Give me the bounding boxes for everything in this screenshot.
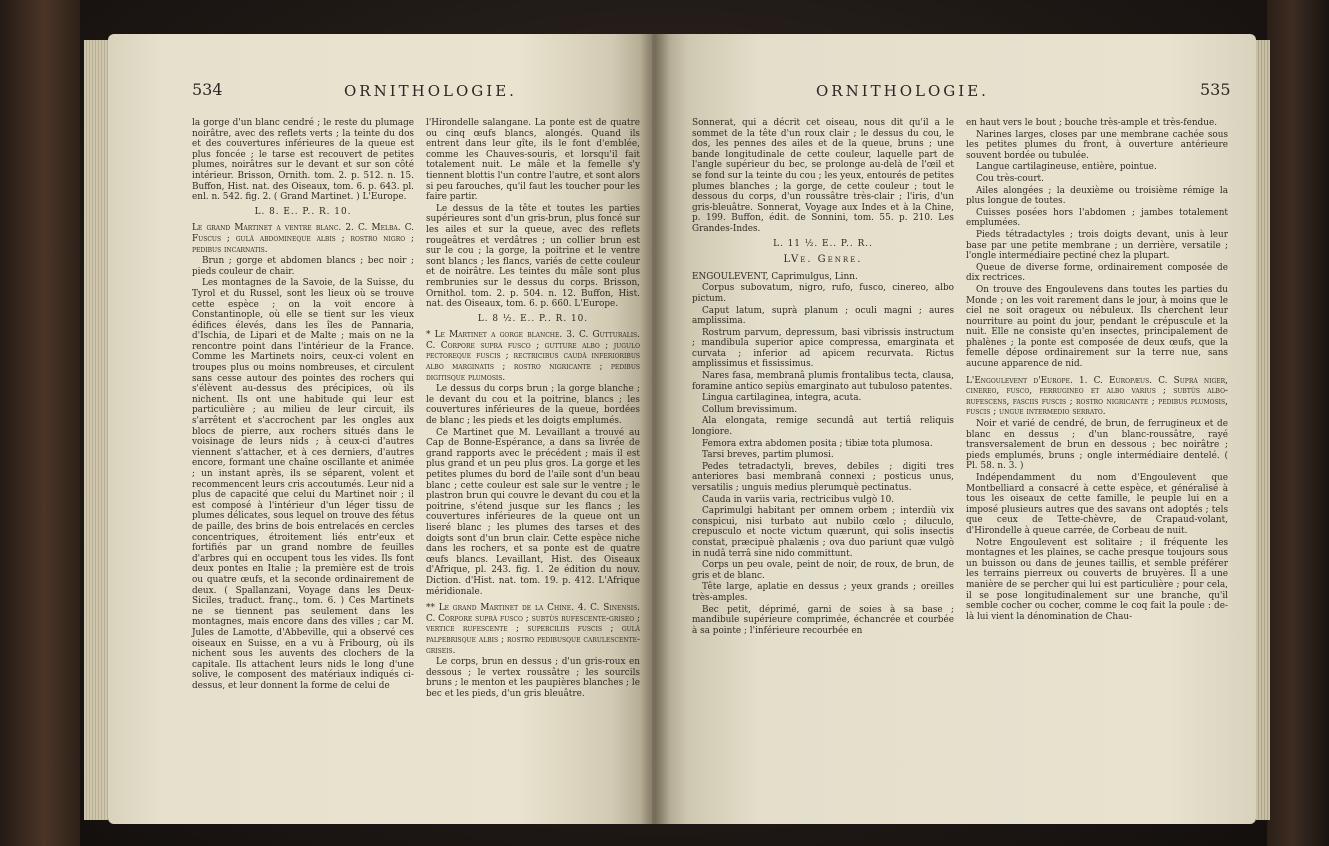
latin-line: Caput latum, suprà planum ; oculi magni ; aures amplissima. (692, 305, 954, 327)
paragraph: Langue cartilagineuse, entière, pointue. (976, 162, 1157, 173)
species-entry: Le grand Martinet a ventre blanc. 2. C. Melba. C. Fuscus ; gulâ abdomineque albis ; rostro nigro ; pedibus incarnatis. (192, 223, 414, 255)
paragraph: Noir et varié de cendré, de brun, de ferrugineux et de blanc en dessus ; d'un blanc-roussâtre, rayé transversalement de brun en dessous ; bec noirâtre ; pieds emplumés, bruns ; ongle intermédiaire dentelé. ( Pl. 58. n. 3. ) (966, 419, 1228, 472)
paragraph: Narines larges, closes par une membrane cachée sous les petites plumes du front, à ouverture antérieure souvent bordée ou tubulée. (966, 129, 1228, 161)
paragraph: Cou très-court. (976, 173, 1044, 184)
book-gutter (640, 34, 670, 824)
book-cover-left (0, 0, 80, 846)
page-number-right: 535 (1200, 80, 1231, 99)
latin-line: Femora extra abdomen posita ; tibiæ tota plumosa. (702, 438, 933, 449)
latin-line: Cauda in variis varia, rectricibus vulgò 10. (702, 494, 895, 505)
paragraph: Le dessus de la tête et toutes les parties supérieures sont d'un gris-brun, plus foncé sur les ailes et sur la queue, avec des reflets rougeâtres et verdâtres ; un collier brun est sur le cou ; la gorge, la poitrine et le ventre sont blancs ; les flancs, variés de cette couleur et de noirâtre. Les teintes du mâle sont plus rembrunies sur le dessus du corps. Brisson, Ornithol. tom. 2. p. 504. n. 12. Buffon, Hist. nat. des Oiseaux, tom. 6. p. 660. L'Europe. (426, 203, 640, 310)
paragraph: Indépendamment du nom d'Engoulevent que Montbelliard a consacré à cette espèce, et généralisé à tous les oiseaux de cette famille, le peuple lui en a imposé plusieurs autres que des savans ont adoptés ; tels que ceux de Tette-chèvre, de Crapaud-volant, d'Hirondelle à queue carrée, de Corbeau de nuit. (966, 473, 1228, 536)
paragraph: Tête large, aplatie en dessus ; yeux grands ; oreilles très-amples. (692, 582, 954, 603)
paragraph: Ce Martinet que M. Levaillant a trouvé au Cap de Bonne-Espérance, a dans sa livrée de grand rapports avec le précédent ; mais il est plus grand et un peu plus gros. La gorge et les petites plumes du bord de l'aile sont d'un beau blanc ; cette couleur est sale sur le ventre ; le plastron brun qui couvre le devant du cou et la poitrine, s'étend jusque sur les flancs ; les couvertures inférieures de la queue ont un liseré blanc ; les plumes des tarses et des doigts sont d'un brun clair. Cette espèce niche dans les rochers, et sa ponte est de quatre œufs blancs. Levaillant, Hist. des Oiseaux d'Afrique, pl. 243. fig. 1. 2e édition du nouv. Diction. d'Hist. nat. tom. 19. p. 412. L'Afrique méridionale. (426, 427, 640, 597)
running-header-right: ORNITHOLOGIE. (816, 82, 989, 100)
latin-line: Tarsi breves, partim plumosi. (702, 450, 834, 461)
paragraph: l'Hirondelle salangane. La ponte est de quatre ou cinq œufs blancs, alongés. Quand ils entrent dans leur gîte, ils le font d'emblée, comme les Chauves-souris, et lorsqu'il fait totalement nuit. Le mâle et la femelle s'y tiennent blottis l'un contre l'autre, et sont alors si peu farouches, qu'il faut les toucher pour les faire partir. (426, 118, 640, 203)
page-edges-left (84, 40, 108, 820)
latin-line: Corpus subovatum, nigro, rufo, fusco, cinereo, albo pictum. (692, 283, 954, 304)
paragraph: Ailes alongées ; la deuxième ou troisième rémige la plus longue de toutes. (966, 185, 1228, 207)
paragraph: Pieds tétradactyles ; trois doigts devant, unis à leur base par une petite membrane ; un derrière, versatile ; l'ongle intermédiaire pectiné chez la plupart. (966, 229, 1228, 262)
latin-line: Nares fasa, membranâ plumis frontalibus tecta, clausa, foramine antico sepiùs emarginato aut tubuloso patentes. (692, 371, 954, 392)
paragraph: Bec petit, déprimé, garni de soies à sa base ; mandibule supérieure comprimée, échancrée et courbée à sa pointe ; l'inférieure recourbée en (692, 604, 954, 636)
paragraph: On trouve des Engoulevens dans toutes les parties du Monde ; on les voit rarement dans le jour, à moins que le ciel ne soit orageux ou nébuleux. Ils cherchent leur nourriture au point du jour, pendant le crépuscule et la nuit. Elle ne consiste qu'en insectes, principalement de phalènes ; la ponte est composée de deux œufs, que la femelle dépose ordinairement sur la terre nue, sans aucune apparence de nid. (966, 284, 1228, 370)
species-entry: ** Le grand Martinet de la Chine. 4. C. Sinensis. C. Corpore suprà fusco ; subtùs rufescente-griseo ; vertice rufescente ; superciliis fuscis ; gulâ palpebrisque albis ; rostro pedibusque carulescente-griseis. (426, 603, 640, 656)
paragraph: la gorge d'un blanc cendré ; le reste du plumage noirâtre, avec des reflets verts ; la teinte du dos et des couvertures inférieures de la queue est plus foncée ; le tarse est recouvert de petites plumes, noirâtres sur le devant et sur son côté intérieur. Brisson, Ornith. tom. 2. p. 512. n. 15. Buffon, Hist. nat. des Oiseaux, tom. 6. p. 643. pl. enl. n. 542. fig. 2. ( Grand Martinet. ) L'Europe. (192, 118, 414, 203)
measurements: L. 8. E.. P.. R. 10. (254, 206, 352, 217)
left-page (108, 34, 656, 824)
measurements: L. 11 ½. E.. P.. R.. (773, 238, 873, 249)
measurements: L. 8 ½. E.. P.. R. 10. (477, 313, 589, 324)
latin-line: Collum brevissimum. (702, 404, 798, 415)
paragraph: Le dessus du corps brun ; la gorge blanche ; le devant du cou et la poitrine, blancs ; les couvertures inférieures de la queue, bordées de blanc ; les pieds et les doigts emplumés. (426, 384, 640, 427)
paragraph: en haut vers le bout ; bouche très-ample et très-fendue. (966, 118, 1218, 128)
left-page-column-2 (426, 118, 640, 700)
book-cover-right (1267, 0, 1329, 846)
latin-line: Rostrum parvum, depressum, basi vibrissis instructum ; mandibula superior apice compressa, emarginata et curvata ; inferior ad apicem recurvata. Rictus amplissimus et fississimus. (692, 327, 954, 370)
page-number-left: 534 (192, 80, 223, 99)
paragraph: Queue de diverse forme, ordinairement composée de dix rectrices. (966, 262, 1228, 284)
paragraph: Notre Engoulevent est solitaire ; il fréquente les montagnes et les plaines, se cache presque toujours sous un buisson ou dans de jeunes taillis, et semble préférer les terrains pierreux ou couverts de bruyères. Il a une manière de se percher qui lui est particulière ; pour cela, il se pose longitudinalement sur une branche, qu'il semble cocher ou cocher, comme le coq fait la poule : de-là lui vient la dénomination de Chau- (966, 537, 1228, 622)
latin-line: Pedes tetradactyli, breves, debiles ; digiti tres anteriores basi membranâ connexi ; posticus unus, versatilis ; unguis medius plerumquè pectinatus. (692, 461, 954, 493)
genus-heading: LVe. Genre. (783, 254, 863, 266)
right-page-column-1 (692, 118, 954, 637)
right-page-column-2 (966, 118, 1228, 623)
paragraph: Sonnerat, qui a décrit cet oiseau, nous dit qu'il a le sommet de la tête d'un roux clair ; le dessus du cou, le dos, les pennes des ailes et de la queue, bruns ; une bande longitudinale de cette couleur, laquelle part de l'angle supérieur du bec, se prolonge au-delà de l'œil et se fond sur la teinte du cou ; les yeux, entourés de petites plumes blanches ; la gorge, de cette couleur ; tout le dessous du corps, d'un roussâtre très-clair ; l'iris, d'un gris-bleuâtre. Sonnerat, Voyage aux Indes et à la Chine, p. 199. Buffon, édit. de Sonnini, tom. 55. p. 210. Les Grandes-Indes. (692, 118, 954, 234)
paragraph: Le corps, brun en dessus ; d'un gris-roux en dessous ; le vertex roussâtre ; les sourcils bruns ; le menton et les paupières blanches ; le bec et les pieds, d'un gris bleuâtre. (426, 657, 640, 699)
page-edges-right (1256, 40, 1270, 820)
paragraph: Brun ; gorge et abdomen blancs ; bec noir ; pieds couleur de chair. (192, 256, 414, 277)
paragraph: Corps un peu ovale, peint de noir, de roux, de brun, de gris et de blanc. (692, 560, 954, 581)
left-page-column-1 (192, 118, 414, 692)
paragraph: Les montagnes de la Savoie, de la Suisse, du Tyrol et du Russel, sont les lieux où se trouve cette espèce ; on la voit encore à Constantinople, où elle se tient sur les vieux édifices élevés, dans les îles de Pannaria, d'Ischia, de Lipari et de Malte ; mais on ne la rencontre point dans l'intérieur de la France. Comme les Martinets noirs, ceux-ci volent en troupes plus ou moins nombreuses, et circulent sans cesse autour des pointes des rochers qui s'élèvent au-dessus des précipices, où ils nichent. Ils ont une habitude qui leur est particulière ; au milieu de leur circuit, ils s'arrêtent et s'accrochent par les ongles aux blocs de pierre, aux rochers situés dans le voisinage de leurs nids ; à ceux-ci d'autres viennent s'attacher, et à ces derniers, d'autres encore, formant une chaîne oscillante et animée ; un instant après, ils se séparent, volent et recommencent leurs cris accoutumés. Leur nid a plus de capacité que celui du Martinet noir ; il est composé à l'intérieur d'un léger tissu de plumes délicates, sous lequel on trouve des fétus de paille, des brins de bois entrelacés en cercles concentriques, étroitement liés entr'eux et fortifiés par un grand nombre de feuilles d'arbres qui en occupent tous les vides. Ils font deux pontes en Italie ; la première est de trois ou quatre œufs, et la seconde ordinairement de deux. ( Spallanzani, Voyage dans les Deux-Siciles, traduct. franç., tom. 6. ) Ces Martinets ne se tiennent pas seulement dans les montagnes, mais encore dans des villes ; car M. Jules de Lamotte, d'Abbeville, qui a observé ces oiseaux en Suisse, en a vu à Fribourg, où ils nichent sous les auvents des clochers de la capitale. Ils attachent leurs nids le long d'une solive, le composent des matériaux indiqués ci-dessus, et leur donnent la forme de celui de (192, 278, 414, 691)
right-page (652, 34, 1256, 824)
latin-line: Ala elongata, remige secundâ aut tertiâ reliquis longiore. (692, 416, 954, 438)
species-entry: * Le Martinet a gorge blanche. 3. C. Gutturalis. C. Corpore suprà fusco ; gutture albo ; jugulo pectoreque fuscis ; rectricibus caudâ inferioribus albo marginatis ; rostro nigricante ; pedibus digitisque plumosis. (426, 330, 640, 383)
paragraph: Cuisses posées hors l'abdomen ; jambes totalement emplumées. (966, 207, 1228, 229)
latin-line: Lingua cartilaginea, integra, acuta. (702, 393, 862, 404)
running-header-left: ORNITHOLOGIE. (344, 82, 517, 100)
species-entry: L'Engoulevent d'Europe. 1. C. Europæus. C. Suprà niger, cinereo, fusco, ferrugineo et albo varius ; subtùs albo-rufescens, fasciis fuscis ; rostro nigricante ; pedibus plumosis, fuscis ; ungue intermedio serrato. (966, 375, 1228, 418)
latin-line: Caprimulgi habitant per omnem orbem ; interdiù vix conspicui, nisi turbato aut nubilo cœlo ; diluculo, crepusculo et nocte victum quærunt, qui solis insectis constat, præcipuè phalænis ; ova duo pariunt quæ vulgò in nudâ terrâ sine nido committunt. (692, 506, 954, 559)
genus-name: ENGOULEVENT, Caprimulgus, Linn. (692, 271, 858, 282)
